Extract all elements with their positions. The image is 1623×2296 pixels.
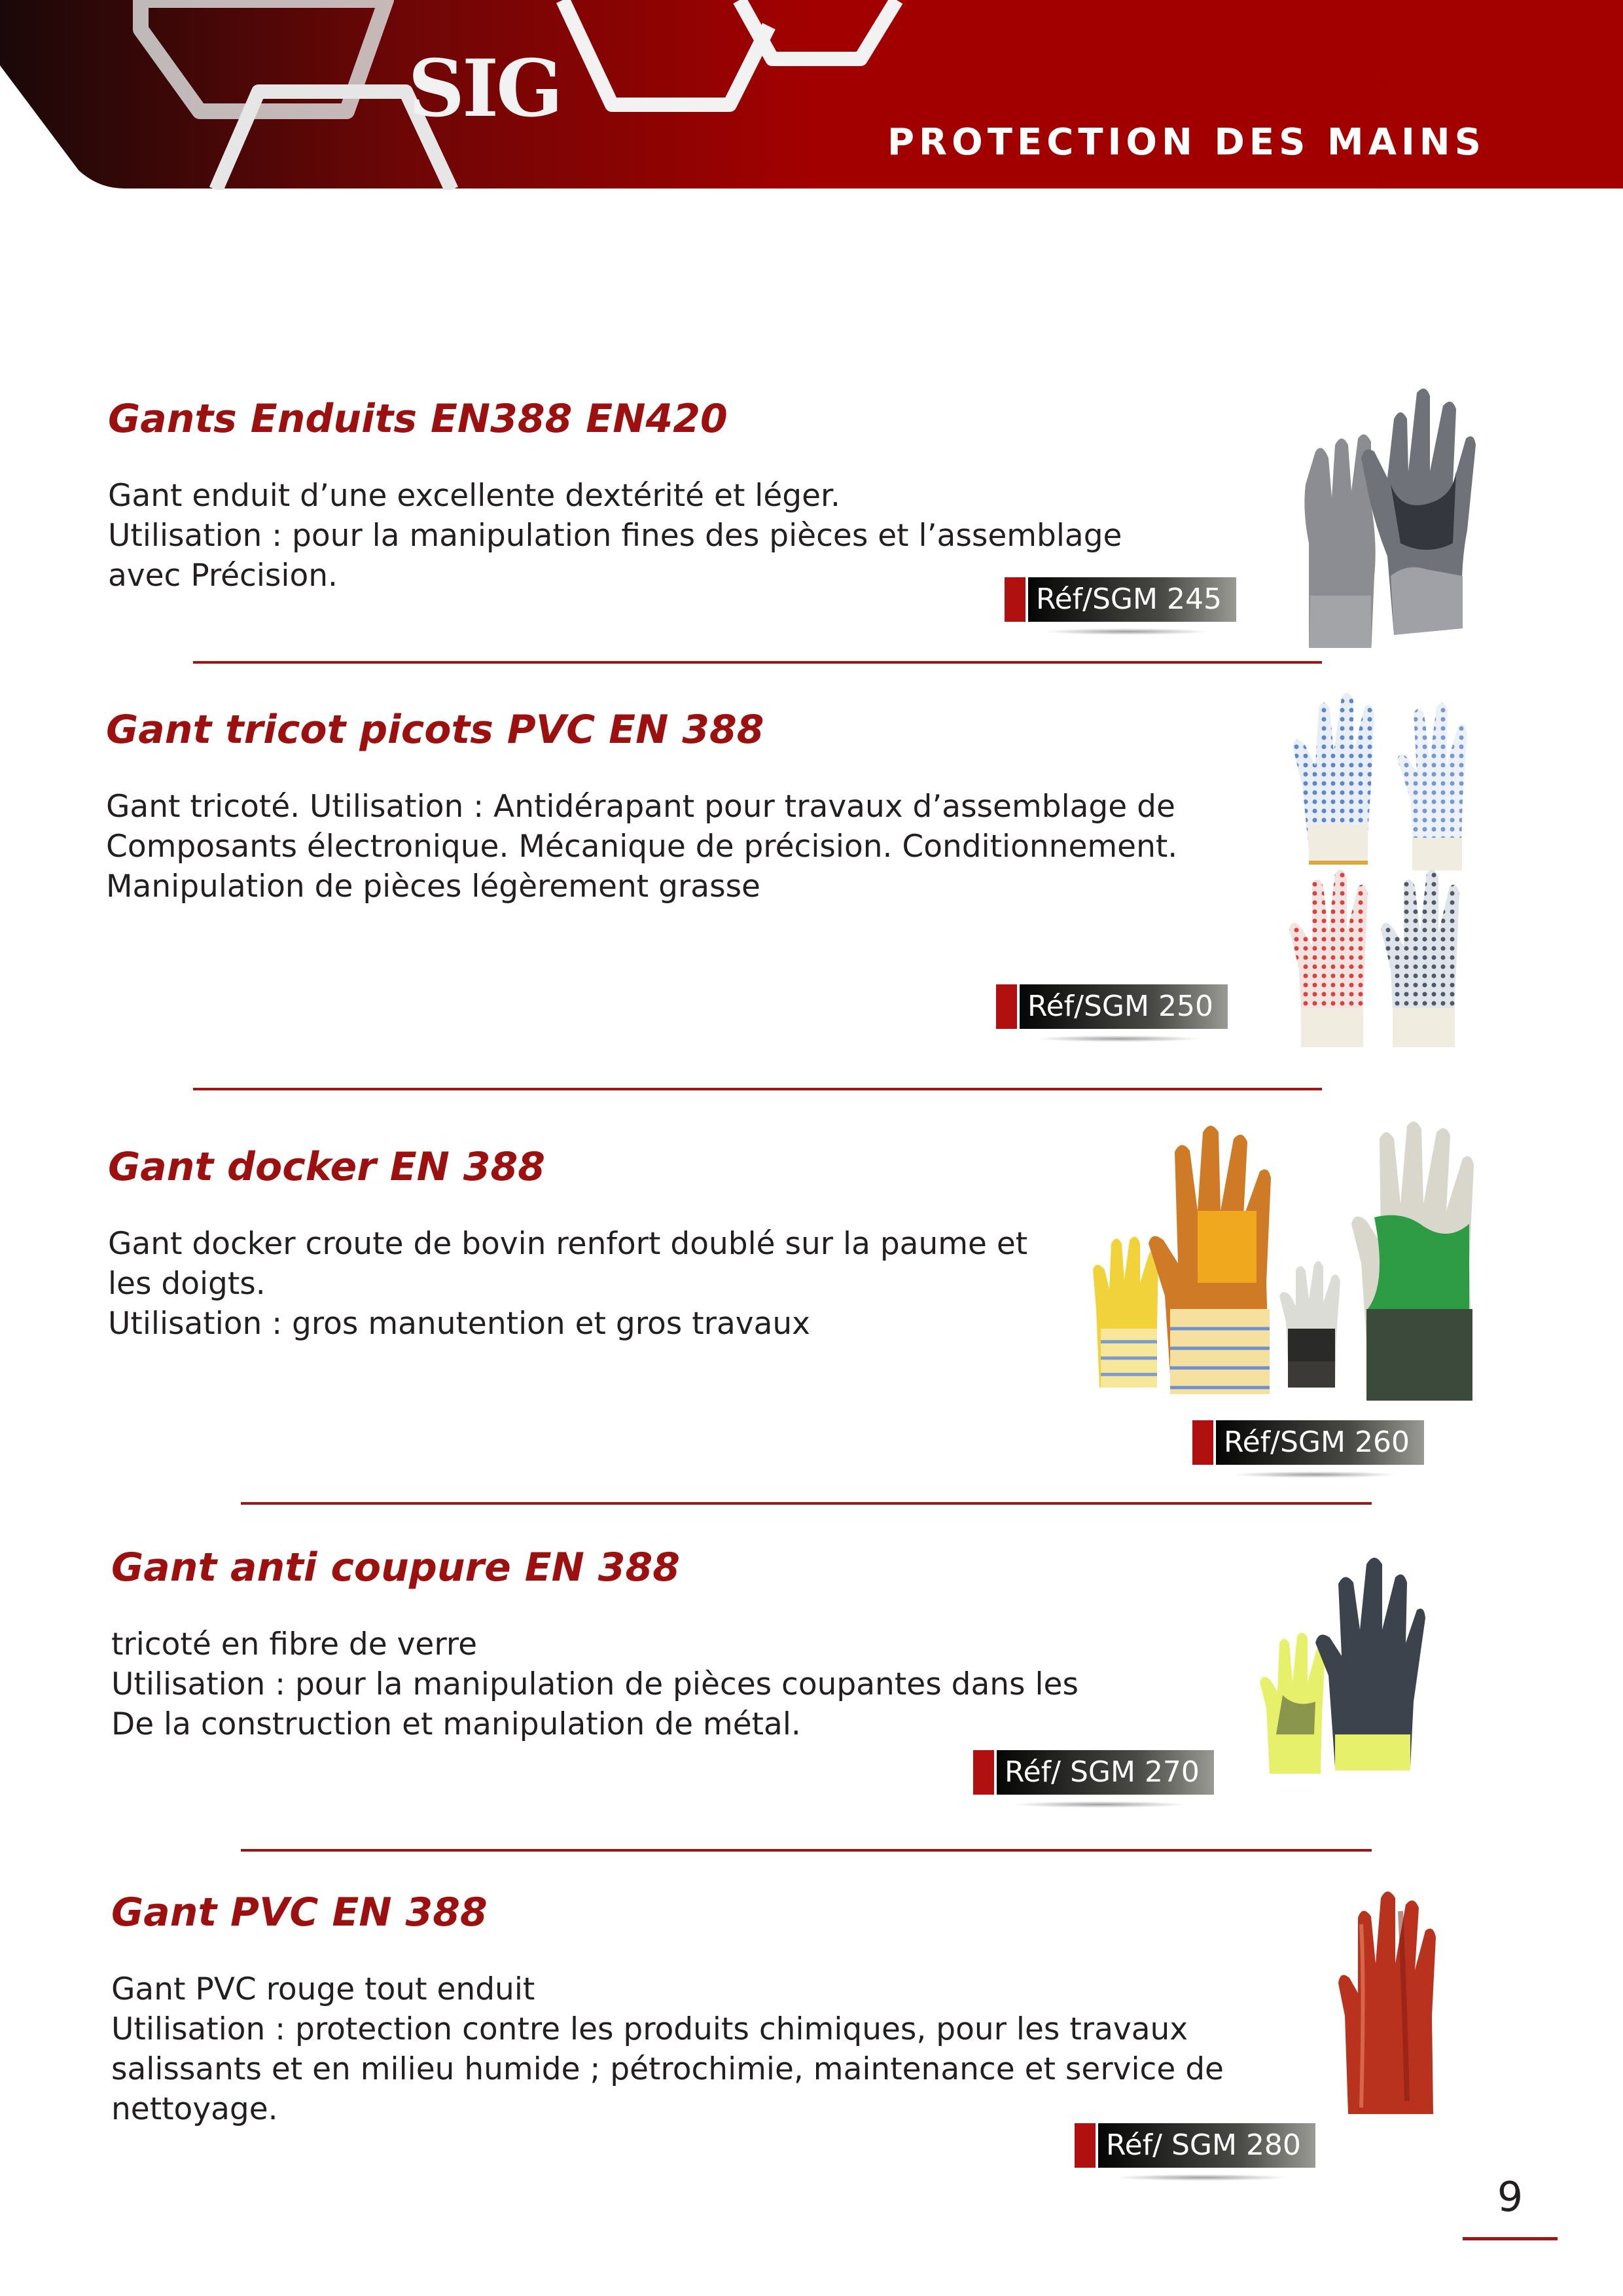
description-line: Gant tricoté. Utilisation : Antidérapant pour travaux d’assemblage de [106,789,1175,825]
description-line: De la construction et manipulation de métal. [111,1706,801,1742]
description-line: Utilisation : pour la manipulation fines des pièces et l’assemblage [108,518,1122,554]
description-line: Utilisation : gros manutention et gros travaux [108,1306,810,1342]
reference-badge [1075,2123,1315,2168]
reference-badge [973,1750,1214,1795]
product-block [108,396,1122,596]
reference-label: Réf/ SGM 270 [997,1750,1214,1795]
glove-photo-cut-resistant [1257,1545,1427,1780]
product-title: Gant docker EN 388 [108,1144,546,1190]
glove-photo-red-pvc [1335,1885,1446,2121]
page-number-rule [1463,2237,1558,2240]
description-line: tricoté en fibre de verre [111,1626,478,1662]
product-title: Gant anti coupure EN 388 [111,1545,681,1590]
product-description [108,476,1122,596]
description-line: les doigts. [108,1266,266,1302]
product-description [108,1224,1027,1344]
reference-label: Réf/SGM 245 [1028,577,1236,622]
reference-label: Réf/SGM 260 [1216,1420,1424,1465]
glove-photo-grey-coated [1296,380,1479,648]
product-description [111,1969,1224,2129]
description-line: Manipulation de pièces légèrement grasse [106,869,760,905]
product-block [106,707,1177,906]
section-divider [241,1502,1372,1505]
product-title: Gant tricot picots PVC EN 388 [106,707,764,753]
product-description [111,1624,1079,1744]
section-title: PROTECTION DES MAINS [887,121,1486,164]
page-number: 9 [1497,2173,1524,2221]
product-block [111,1545,1079,1744]
section-divider [193,1088,1322,1090]
description-line: Gant PVC rouge tout enduit [111,1971,535,2007]
reference-label: Réf/SGM 250 [1020,984,1228,1029]
glove-photo-dotted-knit [1283,687,1492,1054]
description-line: Gant enduit d’une excellente dextérité et léger. [108,478,840,514]
description-line: Composants électronique. Mécanique de précision. Conditionnement. [106,829,1178,865]
description-line: nettoyage. [111,2091,278,2127]
reference-label: Réf/ SGM 280 [1098,2123,1315,2168]
section-divider [241,1849,1372,1852]
glove-photo-docker [1093,1113,1486,1401]
brand-logo: SIG [408,42,561,135]
product-block [111,1890,1224,2129]
product-title: Gant PVC EN 388 [111,1890,488,1935]
reference-badge [1005,577,1236,622]
section-divider [193,661,1322,664]
description-line: Utilisation : pour la manipulation de pièces coupantes dans les [111,1666,1079,1702]
product-title: Gants Enduits EN388 EN420 [108,396,728,442]
description-line: Utilisation : protection contre les produits chimiques, pour les travaux [111,2011,1188,2047]
product-block [108,1144,1027,1344]
reference-badge [996,984,1228,1029]
description-line: salissants et en milieu humide ; pétrochimie, maintenance et service de [111,2051,1224,2087]
reference-badge [1192,1420,1424,1465]
page-header [0,0,1623,190]
description-line: avec Précision. [108,558,338,594]
product-description [106,787,1177,906]
description-line: Gant docker croute de bovin renfort doublé sur la paume et [108,1226,1028,1262]
